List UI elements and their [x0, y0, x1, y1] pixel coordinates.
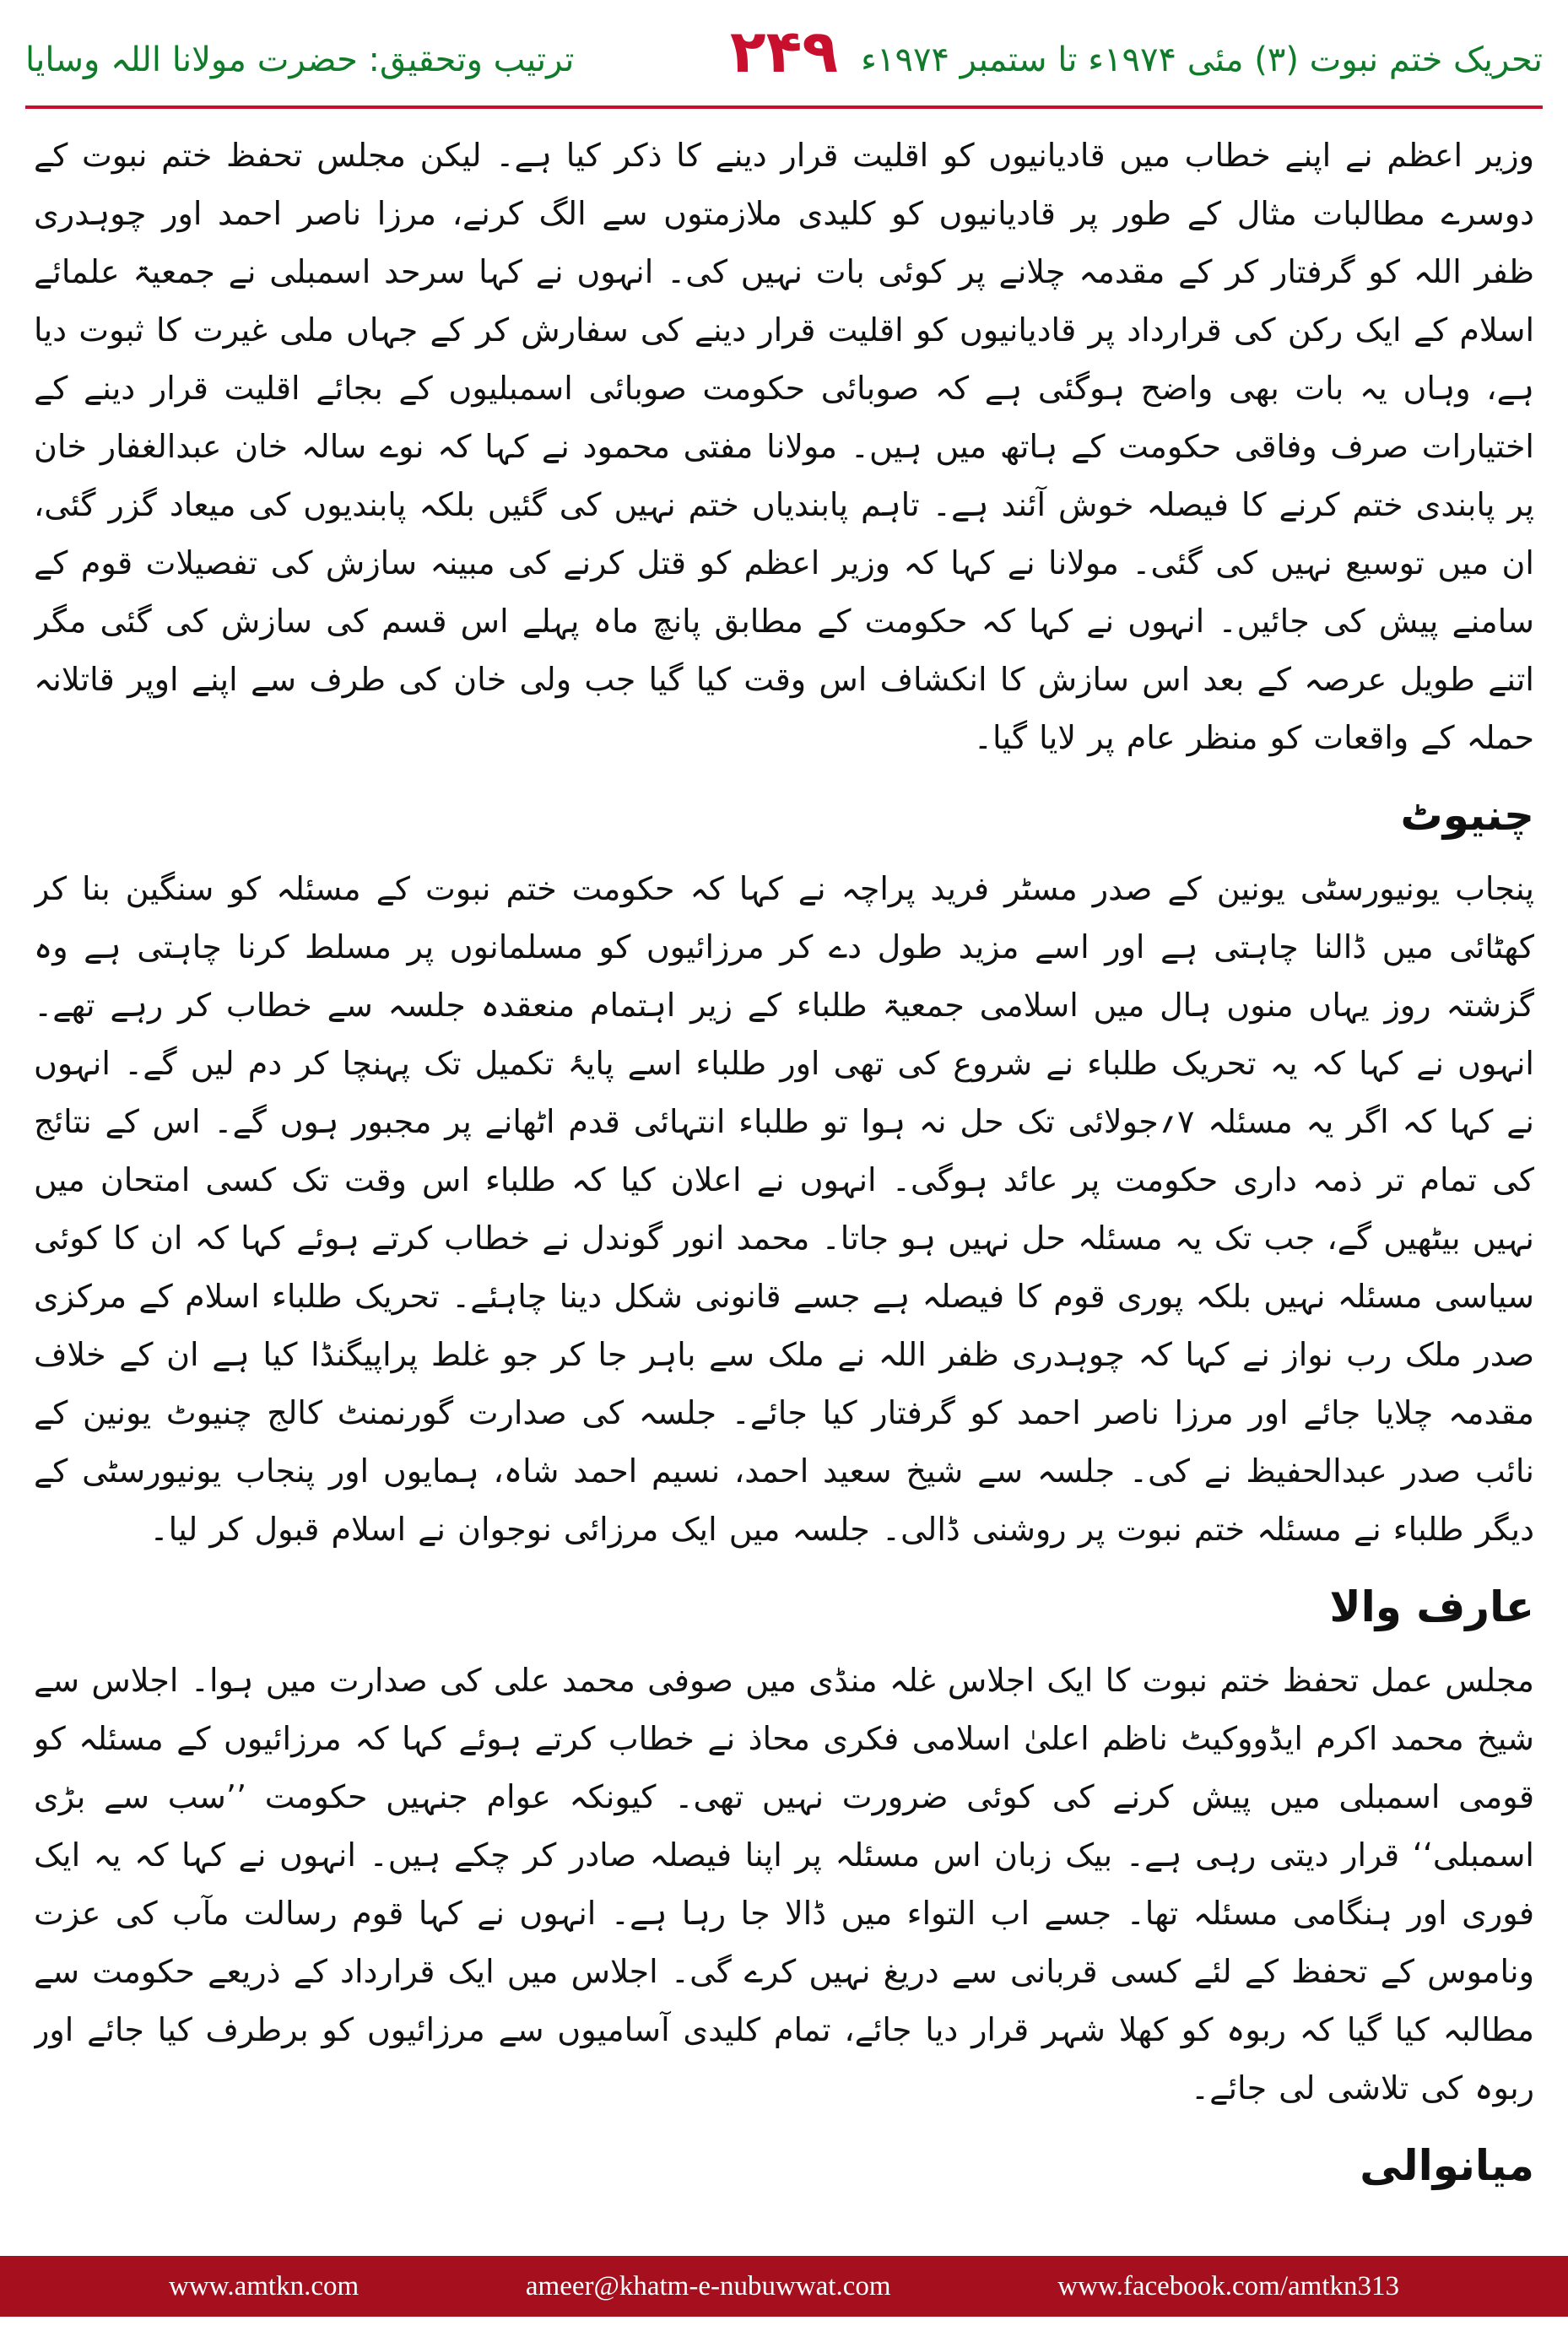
paragraph-1: وزیر اعظم نے اپنے خطاب میں قادیانیوں کو اقلیت قرار دینے کا ذکر کیا ہے۔ لیکن مجلس تحفظ ختم نبوت کے دوسرے مطالبات مثال کے طور پر قادیانیوں کو کلیدی ملازمتوں سے الگ کرنے، مرزا ناصر احمد اور چوہدری ظفر اللہ کو گرفتار کر کے مقدمہ چلانے پر کوئی بات نہیں کی۔ انہوں نے کہا سرحد اسمبلی نے جمعیۃ علمائے اسلام کے ایک رکن کی قرارداد پر قادیانیوں کو اقلیت قرار دینے کی سفارش کر کے جہاں ملی غیرت کا ثبوت دیا ہے، وہاں یہ بات بھی واضح ہوگئی ہے کہ صوبائی حکومت صوبائی اسمبلیوں کے بجائے اقلیت قرار دینے کے اختیارات صرف وفاقی حکومت کے ہاتھ میں ہیں۔ مولانا مفتی محمود نے کہا کہ نوے سالہ خان عبدالغفار خان پر پابندی ختم کرنے کا فیصلہ خوش آئند ہے۔ تاہم پابندیاں ختم نہیں کی گئیں بلکہ پابندیوں کی میعاد گزر گئی، ان میں توسیع نہیں کی گئی۔ مولانا نے کہا کہ وزیر اعظم کو قتل کرنے کی مبینہ سازش کی تفصیلات قوم کے سامنے پیش کی جائیں۔ انہوں نے کہا کہ حکومت کے مطابق پانچ ماہ پہلے اس قسم کی سازش کی گئی مگر اتنے طویل عرصہ کے بعد اس سازش کا انکشاف اس وقت کیا گیا جب ولی خان کی طرف سے اپنے اوپر قاتلانہ حملہ کے واقعات کو منظر عام پر لایا گیا۔	[34, 137, 1534, 756]
heading-mianwali: میانوالی	[1360, 2141, 1534, 2190]
page-header	[25, 17, 1543, 110]
footer-facebook-link[interactable]: www.facebook.com/amtkn313	[1057, 2270, 1399, 2301]
header-author: ترتیب وتحقیق: حضرت مولانا اللہ وسایا	[25, 41, 575, 79]
page-body	[34, 127, 1534, 2215]
paragraph-3: مجلس عمل تحفظ ختم نبوت کا ایک اجلاس غلہ منڈی میں صوفی محمد علی کی صدارت میں ہوا۔ اجلاس سے شیخ محمد اکرم ایڈووکیٹ ناظم اعلیٰ اسلامی فکری محاذ نے خطاب کرتے ہوئے کہا کہ مرزائیوں کے مسئلہ کو قومی اسمبلی میں پیش کرنے کی کوئی ضرورت نہیں تھی۔ کیونکہ عوام جنہیں حکومت ’’سب سے بڑی اسمبلی‘‘ قرار دیتی رہی ہے۔ بیک زبان اس مسئلہ پر اپنا فیصلہ صادر کر چکے ہیں۔ انہوں نے کہا کہ یہ ایک فوری اور ہنگامی مسئلہ تھا۔ جسے اب التواء میں ڈالا جا رہا ہے۔ انہوں نے کہا قوم رسالت مآب کی عزت وناموس کے تحفظ کے لئے کسی قربانی سے دریغ نہیں کرے گی۔ اجلاس میں ایک قرارداد کے ذریعے حکومت سے مطالبہ کیا گیا کہ ربوہ کو کھلا شہر قرار دیا جائے، تمام کلیدی آسامیوں سے مرزائیوں کو برطرف کیا جائے اور ربوہ کی تلاشی لی جائے۔	[34, 1662, 1534, 2107]
footer-email-link[interactable]: ameer@khatm-e-nubuwwat.com	[525, 2270, 891, 2301]
page-number: ۲۴۹	[729, 17, 839, 86]
paragraph-4	[34, 2210, 1534, 2215]
heading-arifwala: عارف والا	[1329, 1582, 1534, 1631]
page-footer	[0, 2256, 1568, 2317]
header-divider	[25, 105, 1543, 109]
footer-website-link[interactable]: www.amtkn.com	[169, 2270, 360, 2301]
heading-chiniot: چنیوٹ	[1400, 791, 1534, 840]
paragraph-2: پنجاب یونیورسٹی یونین کے صدر مسٹر فرید پراچہ نے کہا کہ حکومت ختم نبوت کے مسئلہ کو سنگین بنا کر کھٹائی میں ڈالنا چاہتی ہے اور اسے مزید طول دے کر مرزائیوں کو مسلمانوں پر مسلط کرنا چاہتی ہے وہ گزشتہ روز یہاں منوں ہال میں اسلامی جمعیۃ طلباء کے زیر اہتمام منعقدہ جلسہ سے خطاب کر رہے تھے۔ انہوں نے کہا کہ یہ تحریک طلباء نے شروع کی تھی اور طلباء اسے پایۂ تکمیل تک پہنچا کر دم لیں گے۔ انہوں نے کہا کہ اگر یہ مسئلہ ۷؍جولائی تک حل نہ ہوا تو طلباء انتہائی قدم اٹھانے پر مجبور ہوں گے۔ اس کے نتائج کی تمام تر ذمہ داری حکومت پر عائد ہوگی۔ انہوں نے اعلان کیا کہ طلباء اس وقت تک کسی امتحان میں نہیں بیٹھیں گے، جب تک یہ مسئلہ حل نہیں ہو جاتا۔ محمد انور گوندل نے خطاب کرتے ہوئے کہا کہ ان کا کوئی سیاسی مسئلہ نہیں بلکہ پوری قوم کا فیصلہ ہے جسے قانونی شکل دینا چاہئے۔ تحریک طلباء اسلام کے مرکزی صدر ملک رب نواز نے کہا کہ چوہدری ظفر اللہ نے ملک سے باہر جا کر جو غلط پراپیگنڈا کیا ہے ان کے خلاف مقدمہ چلایا جائے اور مرزا ناصر احمد کو گرفتار کیا جائے۔ جلسہ کی صدارت گورنمنٹ کالج چنیوٹ یونین کے نائب صدر عبدالحفیظ نے کی۔ جلسہ سے شیخ سعید احمد، نسیم احمد شاہ، ہمایوں اور پنجاب یونیورسٹی کے دیگر طلباء نے مسئلہ ختم نبوت پر روشنی ڈالی۔ جلسہ میں ایک مرزائی نوجوان نے اسلام قبول کر لیا۔	[34, 870, 1534, 1548]
header-book-title: تحریک ختم نبوت (۳) مئی ۱۹۷۴ء تا ستمبر ۱۹۷۴ء	[861, 41, 1543, 79]
